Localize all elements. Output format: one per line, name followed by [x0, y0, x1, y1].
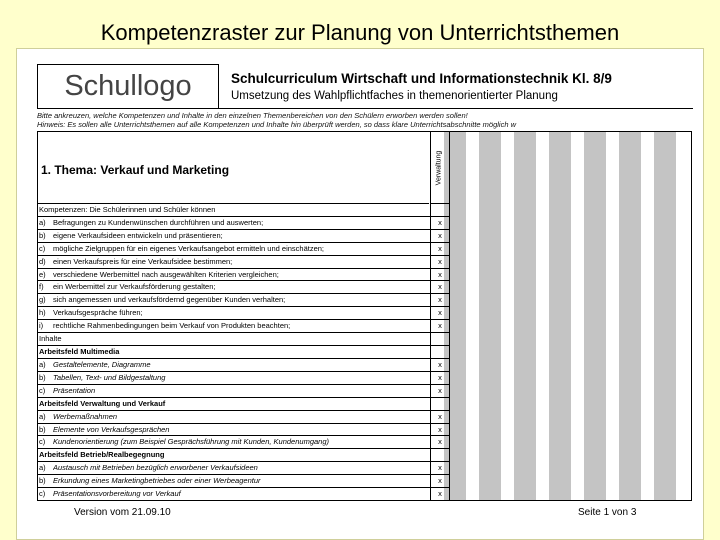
- row-text: Werbemaßnahmen: [53, 411, 118, 421]
- row-checkmark[interactable]: x: [430, 217, 450, 229]
- row-text: einen Verkaufspreis für eine Verkaufsidee bestimmen;: [53, 256, 233, 266]
- page-number: Seite 1 von 3: [578, 507, 637, 518]
- row-label: c): [39, 437, 46, 447]
- row-text: Erkundung eines Marketingbetriebes oder einer Werbeagentur: [53, 476, 261, 486]
- row-checkmark[interactable]: x: [430, 436, 450, 448]
- row-text: mögliche Zielgruppen für ein eigenes Verkaufsangebot ermitteln und einschätzen;: [53, 243, 325, 253]
- row-label: e): [39, 269, 46, 279]
- row-label: d): [39, 256, 46, 266]
- table-row: [37, 269, 450, 282]
- table-row: [37, 449, 450, 462]
- competence-grid: [37, 131, 692, 501]
- table-row: [37, 320, 450, 333]
- row-text: Arbeitsfeld Verwaltung und Verkauf: [39, 398, 166, 408]
- row-checkmark[interactable]: x: [430, 230, 450, 242]
- row-checkmark[interactable]: [430, 398, 450, 410]
- document-subtitle: Umsetzung des Wahlpflichtfaches in themenorientierter Planung: [231, 90, 558, 102]
- row-checkmark[interactable]: x: [430, 281, 450, 293]
- row-checkmark[interactable]: [430, 204, 450, 216]
- row-checkmark[interactable]: [430, 449, 450, 461]
- row-label: a): [39, 411, 46, 421]
- table-row: [37, 256, 450, 269]
- row-text: Inhalte: [39, 334, 62, 344]
- row-checkmark[interactable]: x: [430, 269, 450, 281]
- row-checkmark[interactable]: x: [430, 411, 450, 423]
- slide-title: Kompetenzraster zur Planung von Unterrichtsthemen: [100, 20, 620, 45]
- row-checkmark[interactable]: x: [430, 307, 450, 319]
- table-row: [37, 281, 450, 294]
- row-checkmark[interactable]: [430, 346, 450, 358]
- table-row: [37, 436, 450, 449]
- table-row: [37, 230, 450, 243]
- header-divider: [37, 108, 693, 109]
- table-row: [37, 204, 450, 217]
- table-row: [37, 475, 450, 488]
- row-label: f): [39, 282, 44, 292]
- table-row: [37, 359, 450, 372]
- hint-note: Hinweis: Es sollen alle Unterrichtsthemen auf alle Kompetenzen und Inhalte hin überprüft werden, so dass klare Unterrichtsabschnitte möglich w: [37, 120, 516, 129]
- row-text: Austausch mit Betrieben bezüglich erworbener Verkaufsideen: [53, 463, 258, 473]
- column-header-label: Verwaltung: [435, 150, 443, 186]
- row-checkmark[interactable]: x: [430, 475, 450, 487]
- row-checkmark[interactable]: x: [430, 385, 450, 397]
- row-label: i): [39, 321, 44, 331]
- row-checkmark[interactable]: x: [430, 256, 450, 268]
- table-row: [37, 462, 450, 475]
- row-checkmark[interactable]: x: [430, 359, 450, 371]
- row-text: verschiedene Werbemittel nach ausgewählten Kriterien vergleichen;: [53, 269, 279, 279]
- row-text: Verkaufsgespräche führen;: [53, 308, 143, 318]
- row-text: Kompetenzen: Die Schülerinnen und Schüler können: [39, 205, 216, 214]
- row-label: c): [39, 489, 46, 499]
- row-text: ein Werbemittel zur Verkaufsförderung gestalten;: [53, 282, 216, 292]
- row-label: g): [39, 295, 46, 305]
- table-row: [37, 398, 450, 411]
- row-checkmark[interactable]: x: [430, 372, 450, 384]
- table-row: [37, 294, 450, 307]
- thema-title: 1. Thema: Verkauf und Marketing: [41, 163, 230, 177]
- document-page: [16, 48, 704, 540]
- table-row: [37, 411, 450, 424]
- row-label: a): [39, 463, 46, 473]
- row-checkmark[interactable]: x: [430, 488, 450, 500]
- thema-header-cell: [37, 131, 429, 204]
- row-checkmark[interactable]: [430, 333, 450, 345]
- row-text: Arbeitsfeld Multimedia: [39, 347, 120, 357]
- table-row: [37, 372, 450, 385]
- row-text: Gestaltelemente, Diagramme: [53, 359, 151, 369]
- row-checkmark[interactable]: x: [430, 243, 450, 255]
- row-label: a): [39, 359, 46, 369]
- table-row: [37, 488, 450, 501]
- row-text: Präsentationsvorbereitung vor Verkauf: [53, 489, 181, 499]
- row-label: a): [39, 217, 46, 227]
- row-label: b): [39, 230, 46, 240]
- school-logo-placeholder: Schullogo: [37, 64, 219, 109]
- row-label: c): [39, 243, 46, 253]
- row-text: Kundenorientierung (zum Beispiel Gesprächsführung mit Kunden, Kundenumgang): [53, 437, 330, 447]
- row-label: b): [39, 476, 46, 486]
- table-row: [37, 424, 450, 437]
- row-text: eigene Verkaufsideen entwickeln und präsentieren;: [53, 230, 223, 240]
- table-row: [37, 243, 450, 256]
- version-note: Version vom 21.09.10: [74, 507, 171, 518]
- row-label: b): [39, 424, 46, 434]
- instruction-note: Bitte ankreuzen, welche Kompetenzen und Inhalte in den einzelnen Themenbereichen von den Schülern erworben werden sollen!: [37, 111, 468, 120]
- row-checkmark[interactable]: x: [430, 320, 450, 332]
- table-row: [37, 346, 450, 359]
- table-row: [37, 333, 450, 346]
- row-label: h): [39, 308, 46, 318]
- row-label: c): [39, 385, 46, 395]
- row-checkmark[interactable]: x: [430, 424, 450, 436]
- row-text: rechtliche Rahmenbedingungen beim Verkauf von Produkten beachten;: [53, 321, 291, 331]
- row-text: Tabellen, Text- und Bildgestaltung: [53, 372, 166, 382]
- row-checkmark[interactable]: x: [430, 294, 450, 306]
- table-row: [37, 307, 450, 320]
- table-row: [37, 217, 450, 230]
- document-title: Schulcurriculum Wirtschaft und Informationstechnik Kl. 8/9: [231, 71, 612, 86]
- row-text: Elemente von Verkaufsgesprächen: [53, 424, 170, 434]
- row-text: Präsentation: [53, 385, 96, 395]
- row-label: b): [39, 372, 46, 382]
- row-text: sich angemessen und verkaufsfördernd gegenüber Kunden verhalten;: [53, 295, 286, 305]
- row-text: Arbeitsfeld Betrieb/Realbegegnung: [39, 450, 165, 460]
- row-text: Befragungen zu Kundenwünschen durchführen und auswerten;: [53, 217, 264, 227]
- table-row: [37, 385, 450, 398]
- row-checkmark[interactable]: x: [430, 462, 450, 474]
